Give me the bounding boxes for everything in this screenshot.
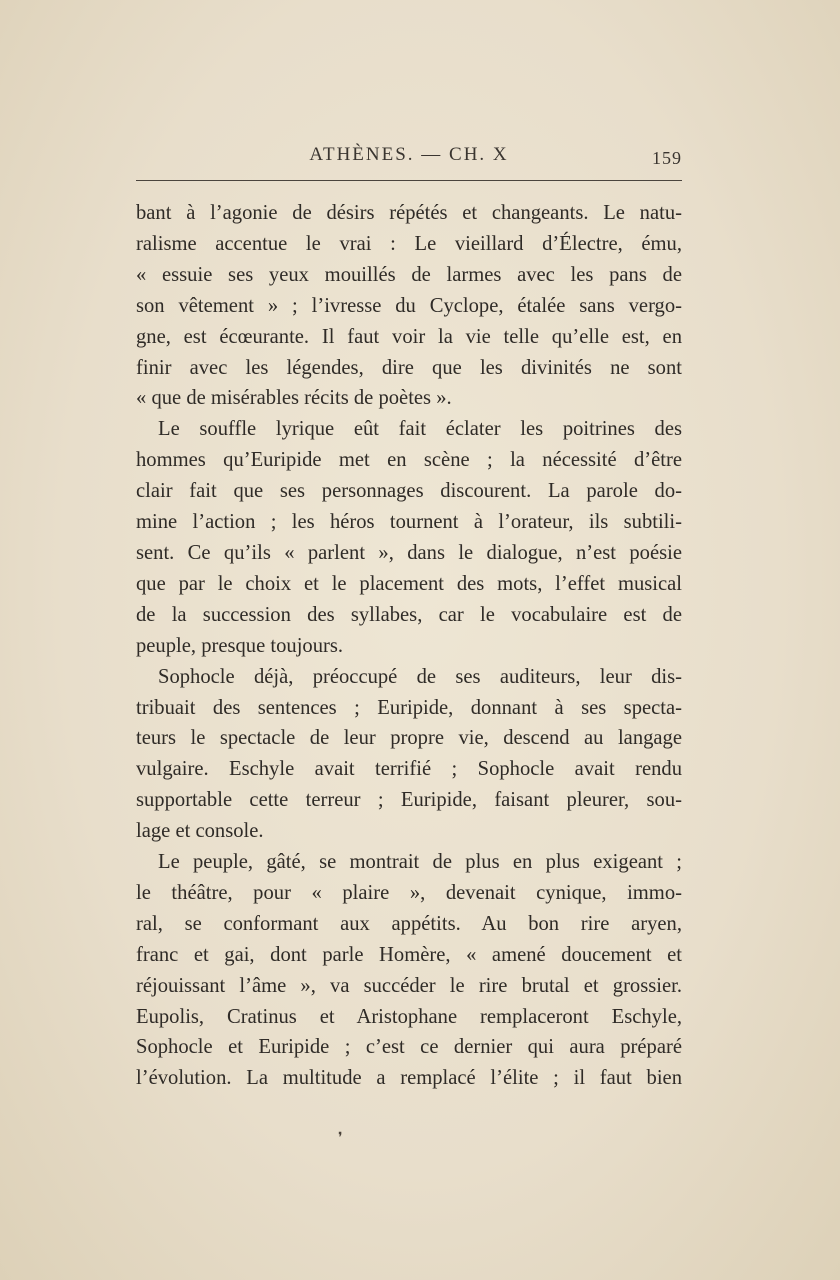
- text-line: réjouissant l’âme », va succéder le rire brutal et grossier.: [136, 974, 682, 997]
- paragraph: [136, 847, 682, 1094]
- page-header: [136, 144, 682, 174]
- text-line: hommes qu’Euripide met en scène ; la nécessité d’être: [136, 449, 682, 472]
- text-line: de la succession des syllabes, car le vocabulaire est de: [136, 603, 682, 626]
- paragraph: [136, 414, 682, 661]
- text-line: mine l’action ; les héros tournent à l’orateur, ils subtili-: [136, 511, 682, 534]
- text-line: « essuie ses yeux mouillés de larmes avec les pans de: [136, 263, 682, 286]
- text-line: ral, se conformant aux appétits. Au bon rire aryen,: [136, 912, 682, 935]
- body-text: [136, 198, 682, 1094]
- text-line: lage et console.: [136, 820, 264, 843]
- text-line: le théâtre, pour « plaire », devenait cynique, immo-: [136, 881, 682, 904]
- running-head: ATHÈNES. — CH. X: [309, 144, 509, 165]
- text-line: teurs le spectacle de leur propre vie, descend au langage: [136, 727, 682, 750]
- paragraph: [136, 198, 682, 414]
- text-line: vulgaire. Eschyle avait terrifié ; Sophocle avait rendu: [136, 758, 682, 781]
- text-line: « que de misérables récits de poètes ».: [136, 387, 452, 410]
- text-line: que par le choix et le placement des mots, l’effet musical: [136, 572, 682, 595]
- text-line: tribuait des sentences ; Euripide, donnant à ses specta-: [136, 696, 682, 719]
- text-line: Le peuple, gâté, se montrait de plus en plus exigeant ;: [158, 851, 682, 874]
- text-line: Sophocle et Euripide ; c’est ce dernier qui aura préparé: [136, 1036, 682, 1059]
- text-line: ralisme accentue le vrai : Le vieillard d’Électre, ému,: [136, 232, 682, 255]
- text-line: Sophocle déjà, préoccupé de ses auditeurs, leur dis-: [158, 665, 682, 688]
- header-rule: [136, 180, 682, 181]
- text-line: franc et gai, dont parle Homère, « amené doucement et: [136, 943, 682, 966]
- text-line: sent. Ce qu’ils « parlent », dans le dialogue, n’est poésie: [136, 541, 682, 564]
- text-line: peuple, presque toujours.: [136, 634, 344, 657]
- text-line: bant à l’agonie de désirs répétés et changeants. Le natu-: [136, 202, 682, 224]
- text-line: l’évolution. La multitude a remplacé l’élite ; il faut bien: [136, 1067, 682, 1090]
- text-line: clair fait que ses personnages discourent. La parole do-: [136, 480, 682, 503]
- ink-mark: ❜: [338, 1131, 343, 1146]
- text-line: son vêtement » ; l’ivresse du Cyclope, étalée sans vergo-: [136, 294, 682, 317]
- page-number: 159: [652, 148, 682, 168]
- text-line: gne, est écœurante. Il faut voir la vie telle qu’elle est, en: [136, 325, 682, 348]
- paragraph: [136, 662, 682, 847]
- text-line: Le souffle lyrique eût fait éclater les poitrines des: [158, 418, 682, 441]
- text-line: finir avec les légendes, dire que les divinités ne sont: [136, 356, 682, 379]
- text-line: supportable cette terreur ; Euripide, faisant pleurer, sou-: [136, 789, 682, 812]
- text-line: Eupolis, Cratinus et Aristophane remplaceront Eschyle,: [136, 1005, 682, 1028]
